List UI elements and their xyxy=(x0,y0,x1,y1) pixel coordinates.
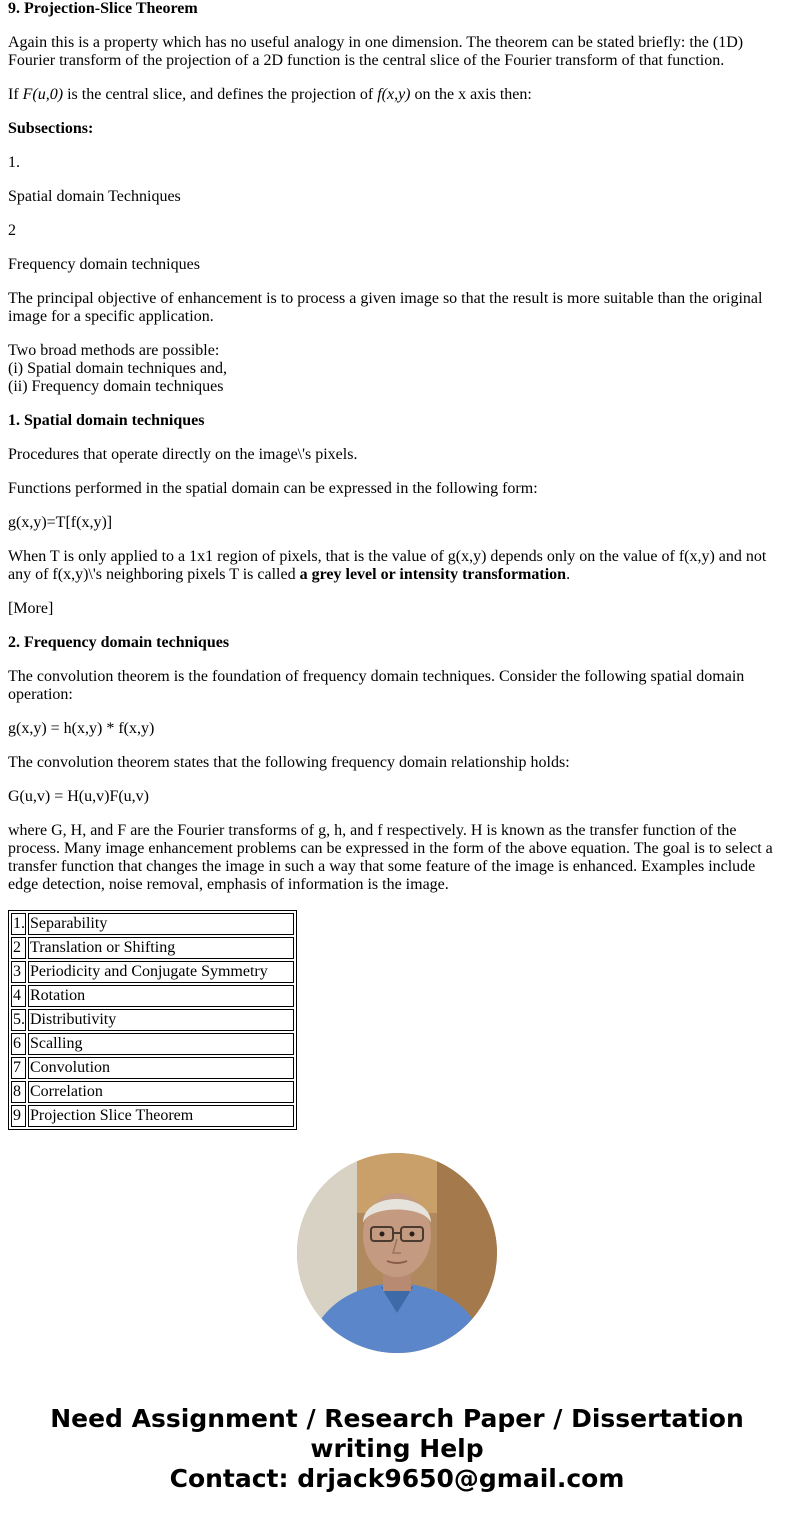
author-photo xyxy=(297,1153,497,1353)
spatial-paragraph: Functions performed in the spatial domain can be expressed in the following form: xyxy=(8,480,538,497)
subsection-link-frequency[interactable]: Frequency domain techniques xyxy=(8,256,200,273)
row-number: 8 xyxy=(11,1081,26,1103)
frequency-formula: g(x,y) = h(x,y) * f(x,y) xyxy=(8,720,155,737)
spatial-formula: g(x,y)=T[f(x,y)] xyxy=(8,514,113,531)
portrait-image xyxy=(297,1153,497,1353)
frequency-formula: G(u,v) = H(u,v)F(u,v) xyxy=(8,788,149,805)
spatial-heading: 1. Spatial domain techniques xyxy=(8,412,205,429)
row-link[interactable]: Convolution xyxy=(28,1057,294,1079)
intro-paragraph: Again this is a property which has no useful analogy in one dimension. The theorem can be stated briefly: the (1D) Fourier transform of the projection of a 2D function is the central slice of the Fourier transform of that function. xyxy=(8,34,744,69)
table-row xyxy=(11,937,294,959)
row-link[interactable]: Periodicity and Conjugate Symmetry xyxy=(28,961,294,983)
row-link[interactable]: Rotation xyxy=(28,985,294,1007)
methods-line: (ii) Frequency domain techniques xyxy=(8,378,224,395)
methods-line: (i) Spatial domain techniques and, xyxy=(8,360,228,377)
objective-paragraph: The principal objective of enhancement is to process a given image so that the result is more suitable than the original image for a specific application. xyxy=(8,290,763,325)
row-link[interactable]: Separability xyxy=(28,913,294,935)
subsection-link-spatial[interactable]: Spatial domain Techniques xyxy=(8,188,181,205)
row-link[interactable]: Correlation xyxy=(28,1081,294,1103)
frequency-heading: 2. Frequency domain techniques xyxy=(8,634,230,651)
more-link[interactable]: [More] xyxy=(8,600,54,617)
table-row xyxy=(11,1081,294,1103)
row-number: 2 xyxy=(11,937,26,959)
table-row xyxy=(11,985,294,1007)
row-link[interactable]: Projection Slice Theorem xyxy=(28,1105,294,1127)
row-link[interactable]: Distributivity xyxy=(28,1009,294,1031)
table-row xyxy=(11,913,294,935)
row-number: 7 xyxy=(11,1057,26,1079)
row-number: 6 xyxy=(11,1033,26,1055)
help-line: Need Assignment / Research Paper / Dissertation xyxy=(50,1404,744,1433)
subsection-number: 2 xyxy=(8,222,16,239)
row-number: 5. xyxy=(11,1009,26,1031)
subsections-label: Subsections: xyxy=(8,120,94,137)
table-row xyxy=(11,1009,294,1031)
frequency-paragraph: where G, H, and F are the Fourier transforms of g, h, and f respectively. H is known as the transfer function of the process. Many image enhancement problems can be expressed in the form of the above equation. The goal is to select a transfer function that changes the image in such a way that some feature of the image is enhanced. Examples include edge detection, noise removal, emphasis of information is the image. xyxy=(8,822,773,893)
properties-table xyxy=(8,910,297,1130)
help-line: writing Help xyxy=(310,1434,484,1463)
row-number: 9 xyxy=(11,1105,26,1127)
row-link[interactable]: Scalling xyxy=(28,1033,294,1055)
table-row xyxy=(11,1057,294,1079)
section-heading: 9. Projection-Slice Theorem xyxy=(8,0,198,17)
subsection-number: 1. xyxy=(8,154,20,171)
frequency-paragraph: The convolution theorem states that the following frequency domain relationship holds: xyxy=(8,754,570,771)
contact-email[interactable]: Contact: drjack9650@gmail.com xyxy=(169,1464,625,1493)
row-number: 4 xyxy=(11,985,26,1007)
spatial-paragraph: When T is only applied to a 1x1 region of pixels, that is the value of g(x,y) depends only on the value of f(x,y) and not any of f(x,y)\'s neighboring pixels T is called a grey level or intensity transformation. xyxy=(8,548,767,583)
row-number: 3 xyxy=(11,961,26,983)
row-number: 1. xyxy=(11,913,26,935)
methods-paragraph xyxy=(8,342,786,396)
slice-paragraph: If F(u,0) is the central slice, and defines the projection of f(x,y) on the x axis then: xyxy=(8,86,532,103)
table-row xyxy=(11,1033,294,1055)
spatial-paragraph: Procedures that operate directly on the image\'s pixels. xyxy=(8,446,358,463)
row-link[interactable]: Translation or Shifting xyxy=(28,937,294,959)
frequency-paragraph: The convolution theorem is the foundation of frequency domain techniques. Consider the following spatial domain operation: xyxy=(8,668,745,703)
methods-line: Two broad methods are possible: xyxy=(8,342,220,359)
table-row xyxy=(11,1105,294,1127)
help-banner xyxy=(0,1404,794,1494)
table-row xyxy=(11,961,294,983)
